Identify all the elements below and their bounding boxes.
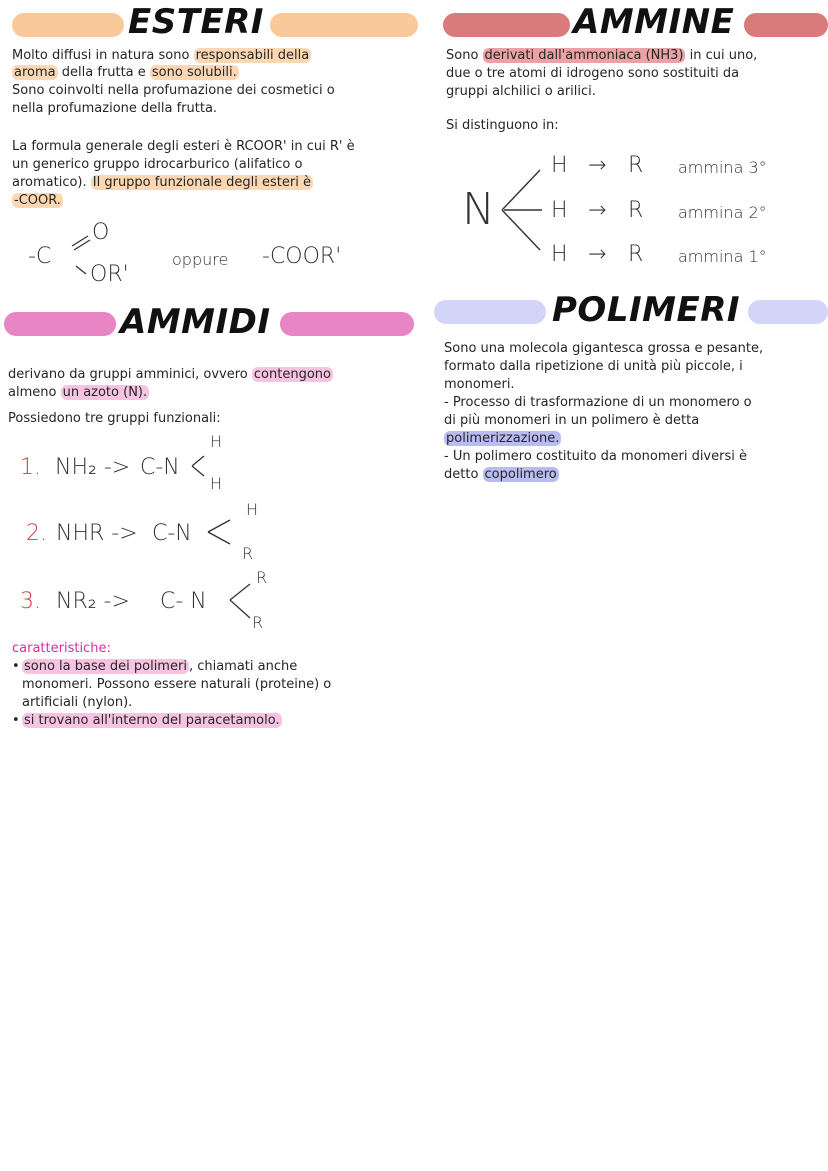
amine-row3-r: R [628, 242, 644, 267]
amide-group1-cn: C-N [140, 455, 180, 480]
highlight-solubili: sono solubili. [151, 65, 237, 80]
esteri-pill-right [270, 13, 418, 37]
highlight-azoto: un azoto (N). [62, 385, 148, 400]
polimeri-title: POLIMERI [552, 290, 741, 330]
highlight-copolimero: copolimero [484, 467, 557, 482]
ammine-text: in cui uno, [685, 48, 758, 63]
highlight-responsabili: responsabili della [195, 48, 310, 63]
ammine-line3: gruppi alchilici o arilici. [446, 84, 596, 99]
polimeri-line8 [444, 466, 559, 484]
ammine-pill-left [443, 13, 570, 37]
polimeri-line4: - Processo di trasformazione di un monomero o [444, 395, 752, 410]
ammine-text: Sono [446, 48, 483, 63]
esteri-text: della frutta e [57, 65, 150, 80]
caratteristiche-text: , chiamati anche [188, 659, 298, 674]
caratteristiche-b2 [22, 712, 282, 730]
amide-group3-top: R [256, 568, 268, 587]
ammine-pill-right [744, 13, 828, 37]
ammine-line2: due o tre atomi di idrogeno sono sostituiti da [446, 66, 740, 81]
ammidi-pill-left [4, 312, 116, 336]
amide-group3-bottom: R [252, 613, 264, 632]
esteri-p2-line1: La formula generale degli esteri è RCOOR' in cui R' è [12, 139, 355, 154]
ammidi-text: derivano da gruppi amminici, ovvero [8, 367, 252, 382]
ester-oxygen: O [92, 220, 110, 245]
esteri-p1-line2 [12, 64, 239, 82]
ammine-title: AMMINE [573, 2, 735, 42]
amine-row2-r: R [628, 198, 644, 223]
highlight-paracetamolo: si trovano all'interno del paracetamolo. [24, 713, 280, 728]
esteri-p2-line3 [12, 174, 313, 192]
esteri-p2-line4 [12, 192, 63, 210]
amide-group1-top: H [210, 432, 223, 451]
ester-or: OR' [90, 262, 129, 287]
highlight-gruppo-funzionale: Il gruppo funzionale degli esteri è [92, 175, 311, 190]
amine-row3-arrow: → [588, 242, 607, 267]
ester-oppure: oppure [172, 250, 229, 269]
highlight-polimerizzazione: polimerizzazione. [446, 431, 560, 446]
amine-row1-arrow: → [588, 153, 607, 178]
ester-bonds [66, 228, 96, 278]
caratteristiche-b1-line2: monomeri. Possono essere naturali (proteine) o [22, 677, 332, 692]
polimeri-line5: di più monomeri in un polimero è detta [444, 413, 700, 428]
amide-group1-bonds [190, 450, 210, 484]
amine-row1-label: ammina 3° [678, 158, 767, 177]
caratteristiche-b1-line1 [22, 658, 297, 676]
amide-group1-bottom: H [210, 474, 223, 493]
caratteristiche-bullet2: • [12, 713, 20, 728]
amine-row1-r: R [628, 153, 644, 178]
ammidi-line1 [8, 366, 333, 384]
amide-group1-formula: NH₂ -> [55, 455, 131, 480]
amine-row2-h: H [551, 198, 568, 223]
amine-row2-label: ammina 2° [678, 203, 767, 222]
amide-group2-bonds [206, 514, 236, 554]
amide-group3-formula: NR₂ -> [56, 589, 130, 614]
caratteristiche-bullet1: • [12, 659, 20, 674]
ammine-line4: Si distinguono in: [446, 118, 559, 133]
amide-group3-cn: C- N [160, 589, 207, 614]
amide-group2-bottom: R [242, 544, 254, 563]
polimeri-line1: Sono una molecola gigantesca grossa e pesante, [444, 341, 764, 356]
highlight-aroma: aroma [14, 65, 56, 80]
highlight-contengono: contengono [253, 367, 331, 382]
amine-row2-arrow: → [588, 198, 607, 223]
amide-group1-num: 1. [20, 455, 41, 480]
amide-group2-formula: NHR -> [56, 521, 138, 546]
esteri-text: Molto diffusi in natura sono [12, 48, 194, 63]
esteri-p2-line2: un generico gruppo idrocarburico (alifatico o [12, 157, 303, 172]
polimeri-pill-right [748, 300, 828, 324]
amide-group2-num: 2. [26, 521, 47, 546]
highlight-coor: -COOR. [14, 193, 61, 208]
polimeri-line7: - Un polimero costituito da monomeri diversi è [444, 449, 747, 464]
ester-carbon: -C [28, 244, 52, 269]
esteri-p1-line1 [12, 47, 311, 65]
esteri-p1-line3: Sono coinvolti nella profumazione dei cosmetici o [12, 83, 335, 98]
highlight-ammoniaca: derivati dall'ammoniaca (NH3) [484, 48, 684, 63]
polimeri-line6 [444, 430, 561, 448]
amine-row3-label: ammina 1° [678, 247, 767, 266]
ammidi-text: almeno [8, 385, 61, 400]
esteri-text: aromatico). [12, 175, 91, 190]
caratteristiche-b1-line3: artificiali (nylon). [22, 695, 133, 710]
esteri-pill-left [12, 13, 124, 37]
amide-group2-top: H [246, 500, 259, 519]
esteri-title: ESTERI [128, 2, 264, 42]
polimeri-line3: monomeri. [444, 377, 515, 392]
ammidi-title: AMMIDI [120, 302, 271, 342]
amine-nitrogen: N [462, 184, 495, 235]
highlight-base-polimeri: sono la base dei polimeri [24, 659, 187, 674]
amine-row3-h: H [551, 242, 568, 267]
ester-coor: -COOR' [262, 244, 342, 269]
esteri-p1-line4: nella profumazione della frutta. [12, 101, 218, 116]
polimeri-line2: formato dalla ripetizione di unità più piccole, i [444, 359, 743, 374]
ammidi-pill-right [280, 312, 414, 336]
polimeri-text: detto [444, 467, 483, 482]
ammidi-line2 [8, 384, 149, 402]
ammine-line1 [446, 47, 757, 65]
polimeri-pill-left [434, 300, 546, 324]
amide-group3-num: 3. [20, 589, 41, 614]
ammidi-line3: Possiedono tre gruppi funzionali: [8, 411, 221, 426]
caratteristiche-title: caratteristiche: [12, 641, 111, 656]
amide-group2-cn: C-N [152, 521, 192, 546]
amine-bonds [500, 160, 550, 260]
amine-row1-h: H [551, 153, 568, 178]
